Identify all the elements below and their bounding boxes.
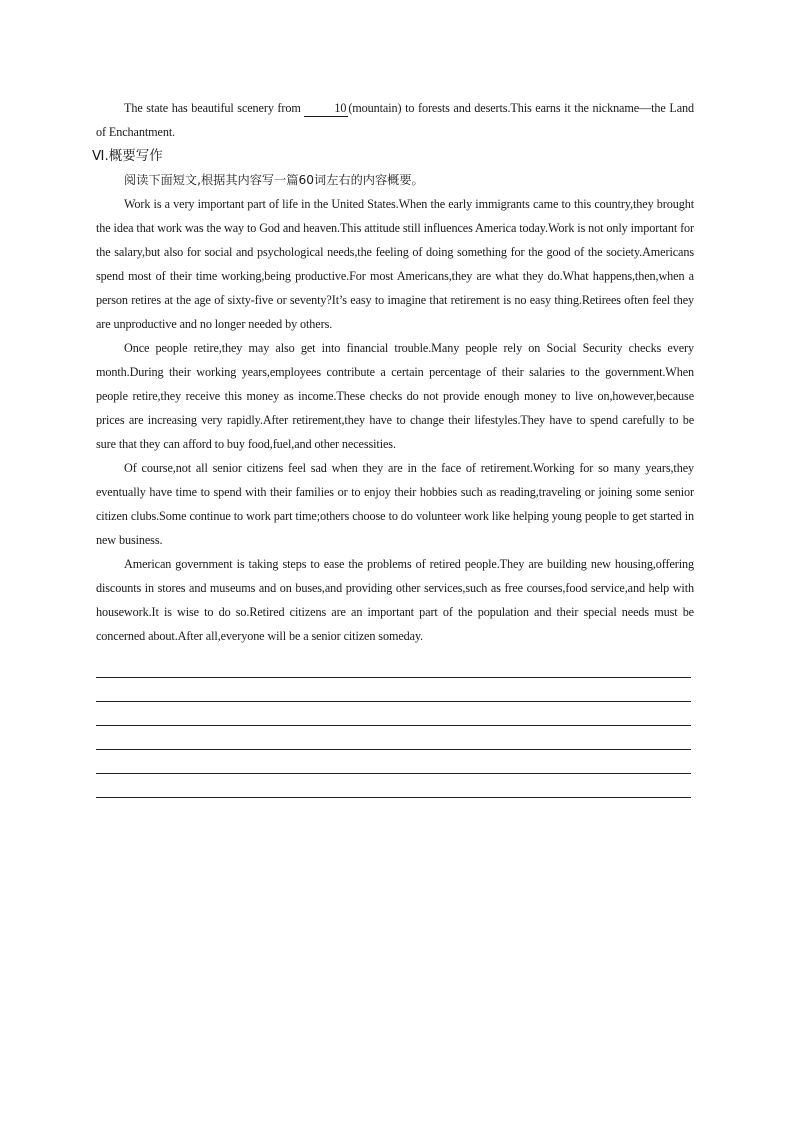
passage-paragraph-3: Of course,not all senior citizens feel sad when they are in the face of retirement.Working for so many years,they eventually have time to spend with their families or to enjoy their hobbies such as reading,traveling or joining some senior citizen clubs.Some continue to work part time;others choose to do volunteer work like helping young people to get started in new business.	[96, 461, 694, 547]
answer-line[interactable]	[96, 654, 691, 678]
passage-paragraph-4: American government is taking steps to ease the problems of retired people.They are building new housing,offering discounts in stores and museums and on buses,and providing other services,such as free courses,food service,and help with housework.It is wise to do so.Retired citizens are an important part of the population and their special needs must be concerned about.After all,everyone will be a senior citizen someday.	[96, 557, 694, 643]
sentence-start: The state has beautiful scenery from	[124, 101, 305, 115]
fill-blank-10[interactable]: 10	[304, 101, 348, 117]
answer-line[interactable]	[96, 774, 691, 798]
passage-paragraph-2: Once people retire,they may also get into financial trouble.Many people rely on Social Security checks every month.During their working years,employees contribute a certain percentage of their salaries to the government.When people retire,they receive this money as income.These checks do not provide enough money to live on,however,because prices are increasing very rapidly.After retirement,they have to change their lifestyles.They have to spend carefully to be sure that they can afford to buy food,fuel,and other necessities.	[96, 341, 694, 451]
answer-area[interactable]	[96, 654, 694, 798]
section-instruction: 阅读下面短文,根据其内容写一篇60词左右的内容概要。	[124, 173, 424, 187]
answer-line[interactable]	[96, 726, 691, 750]
answer-line[interactable]	[96, 678, 691, 702]
document-page	[92, 96, 694, 798]
answer-line[interactable]	[96, 750, 691, 774]
section-title: Ⅵ.概要写作	[92, 148, 163, 164]
answer-line[interactable]	[96, 702, 691, 726]
sentence-end: (mountain) to forests and deserts.This earns it the nickname—the Land of Enchantment.	[96, 101, 694, 139]
previous-passage-sentence	[96, 96, 694, 144]
passage-paragraph-1: Work is a very important part of life in the United States.When the early immigrants came to this country,they brought the idea that work was the way to God and heaven.This attitude still influences America today.Work is not only important for the salary,but also for social and psychological needs,the feeling of doing something for the good of the society.Americans spend most of their time working,being productive.For most Americans,they are what they do.What happens,then,when a person retires at the age of sixty-five or seventy?It’s easy to imagine that retirement is no easy thing.Retirees often feel they are unproductive and no longer needed by others.	[96, 197, 694, 331]
